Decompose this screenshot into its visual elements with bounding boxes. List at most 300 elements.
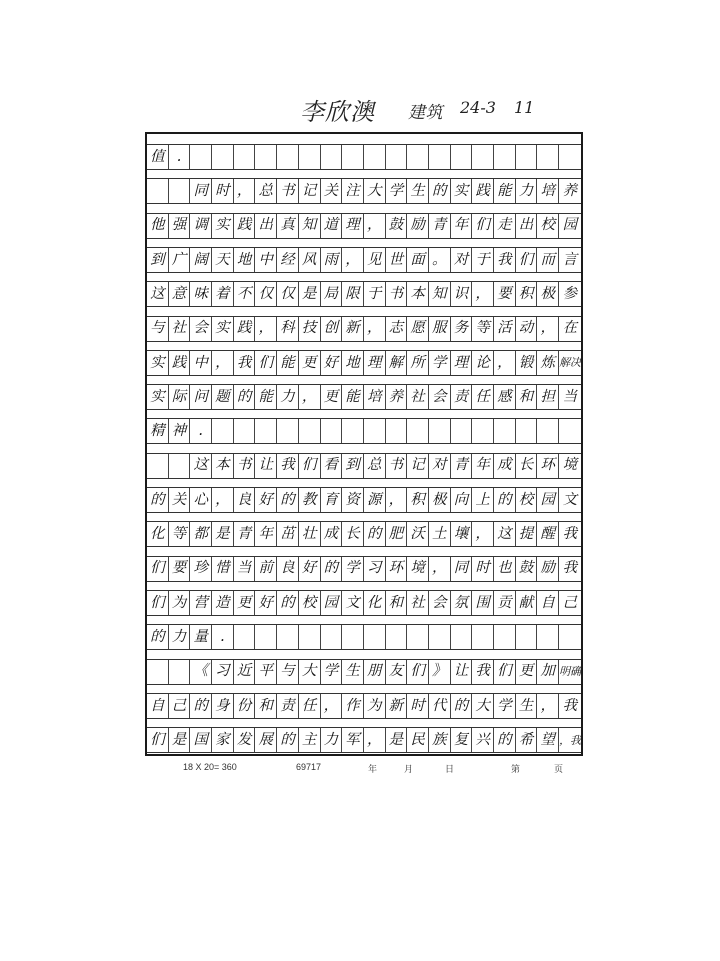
grid-cell: 家 (212, 728, 234, 752)
grid-cell: 于 (472, 248, 494, 272)
grid-cell: 同 (190, 179, 212, 203)
grid-cell: 年 (255, 522, 277, 546)
grid-cell: 培 (364, 385, 386, 409)
grid-cell: 的 (429, 179, 451, 203)
manuscript-row (147, 418, 581, 444)
grid-cell: 注 (342, 179, 364, 203)
grid-cell: 学 (494, 694, 516, 718)
grid-cell: 友 (386, 660, 408, 684)
grid-spec-label: 18 X 20= 360 (183, 762, 237, 772)
grid-cell: 境 (407, 557, 429, 581)
grid-cell (472, 145, 494, 169)
grid-cell: 社 (407, 591, 429, 615)
grid-cell: 解决 (559, 356, 582, 370)
grid-cell (169, 179, 191, 203)
grid-cell: 献 (516, 591, 538, 615)
grid-cell (537, 625, 559, 649)
grid-cell: 而 (537, 248, 559, 272)
grid-cell: 时 (212, 179, 234, 203)
grid-cell: 等 (472, 317, 494, 341)
grid-cell: 学 (386, 179, 408, 203)
grid-cell: 大 (299, 660, 321, 684)
grid-cell: ， (212, 488, 234, 512)
grid-cell: 。 (429, 248, 451, 272)
grid-cell: 我 (562, 697, 578, 714)
grid-cell: 我 (234, 351, 256, 375)
manuscript-row (147, 350, 581, 376)
grid-cell (386, 625, 408, 649)
grid-cell: 珍 (190, 557, 212, 581)
grid-cell (494, 419, 516, 443)
grid-cell (386, 419, 408, 443)
grid-cell: 问 (190, 385, 212, 409)
grid-cell: 长 (342, 522, 364, 546)
page-suffix-label: 页 (554, 764, 564, 774)
grid-cell (559, 419, 581, 443)
grid-cell: 文 (562, 491, 578, 508)
grid-cell: 壤 (451, 522, 473, 546)
manuscript-row (147, 247, 581, 273)
grid-cell: 好 (321, 351, 343, 375)
grid-cell: ， (255, 317, 277, 341)
grid-cell: 这 (190, 454, 212, 478)
grid-cell: 能 (255, 385, 277, 409)
grid-cell: 青 (234, 522, 256, 546)
manuscript-row (147, 213, 581, 239)
grid-cell: 所 (407, 351, 429, 375)
grid-cell (537, 419, 559, 443)
grid-cell: 我 (494, 248, 516, 272)
grid-cell (212, 145, 234, 169)
grid-cell: 醒 (537, 522, 559, 546)
grid-cell: ， (472, 282, 494, 306)
manuscript-row (147, 521, 581, 547)
grid-cell: 化 (147, 522, 169, 546)
grid-cell: ， (321, 694, 343, 718)
header-date: 24-3 (460, 98, 496, 117)
grid-cell: 地 (342, 351, 364, 375)
grid-cell: 我 (562, 526, 578, 543)
grid-cell: 习 (212, 660, 234, 684)
grid-cell: 关 (169, 488, 191, 512)
grid-cell: 复 (451, 728, 473, 752)
grid-cell: 成 (321, 522, 343, 546)
grid-cell (451, 419, 473, 443)
grid-cell (537, 145, 559, 169)
grid-cell: 时 (407, 694, 429, 718)
grid-cell (147, 660, 169, 684)
grid-cell: 经 (277, 248, 299, 272)
manuscript-row (147, 590, 581, 616)
grid-cell: 近 (234, 660, 256, 684)
grid-cell: 地 (234, 248, 256, 272)
grid-cell: 自 (147, 694, 169, 718)
page-prefix-label: 第 (511, 764, 521, 774)
grid-cell: 炼 (537, 351, 559, 375)
grid-cell: 践 (169, 351, 191, 375)
grid-cell: 生 (342, 660, 364, 684)
grid-cell: 份 (234, 694, 256, 718)
paper-code: 69717 (296, 762, 322, 772)
grid-cell: 境 (562, 457, 578, 474)
grid-cell: 调 (190, 214, 212, 238)
grid-cell: 社 (169, 317, 191, 341)
grid-cell: 加 (537, 660, 559, 684)
grid-cell (364, 145, 386, 169)
grid-cell: 好 (255, 488, 277, 512)
grid-cell: 强 (169, 214, 191, 238)
grid-cell: 的 (277, 591, 299, 615)
grid-cell: 在 (562, 320, 578, 337)
grid-cell (255, 419, 277, 443)
grid-cell: 总 (255, 179, 277, 203)
grid-cell: 会 (429, 385, 451, 409)
grid-cell: 让 (255, 454, 277, 478)
grid-cell: ， (364, 214, 386, 238)
grid-cell: 的 (234, 385, 256, 409)
grid-cell: 实 (212, 214, 234, 238)
grid-cell: 习 (364, 557, 386, 581)
grid-cell (429, 419, 451, 443)
grid-cell: 风 (299, 248, 321, 272)
grid-cell: 阔 (190, 248, 212, 272)
grid-cell: ， (472, 522, 494, 546)
grid-cell: 兴 (472, 728, 494, 752)
grid-cell: 书 (386, 454, 408, 478)
grid-cell: 养 (562, 183, 578, 200)
manuscript-row (147, 384, 581, 410)
grid-cell: ， (364, 317, 386, 341)
grid-cell: 的 (321, 557, 343, 581)
grid-cell: 校 (537, 214, 559, 238)
grid-cell: 世 (386, 248, 408, 272)
grid-cell: 这 (147, 282, 169, 306)
grid-cell (342, 145, 364, 169)
grid-cell: 壮 (299, 522, 321, 546)
grid-cell: 会 (429, 591, 451, 615)
grid-cell: ， (537, 694, 559, 718)
grid-cell (559, 145, 581, 169)
grid-cell: 的 (277, 728, 299, 752)
grid-cell: 对 (451, 248, 473, 272)
grid-cell (472, 419, 494, 443)
grid-cell: 为 (169, 591, 191, 615)
grid-cell: 《 (190, 660, 212, 684)
grid-cell: 书 (277, 179, 299, 203)
grid-cell: 等 (169, 522, 191, 546)
grid-cell (169, 660, 191, 684)
grid-cell: 更 (299, 351, 321, 375)
grid-cell: 民 (407, 728, 429, 752)
grid-cell: 当 (234, 557, 256, 581)
grid-cell: 的 (494, 488, 516, 512)
grid-cell: 围 (472, 591, 494, 615)
grid-cell: 要 (169, 557, 191, 581)
grid-cell: 意 (169, 282, 191, 306)
grid-cell: 青 (429, 214, 451, 238)
grid-cell (147, 179, 169, 203)
grid-cell: 为 (364, 694, 386, 718)
grid-cell: 能 (277, 351, 299, 375)
grid-cell: 到 (342, 454, 364, 478)
grid-cell: 关 (321, 179, 343, 203)
grid-cell (234, 145, 256, 169)
grid-cell (234, 625, 256, 649)
grid-cell (364, 419, 386, 443)
grid-cell: 青 (451, 454, 473, 478)
grid-cell: 园 (537, 488, 559, 512)
grid-cell: 是 (212, 522, 234, 546)
grid-cell: 理 (364, 351, 386, 375)
grid-cell: 良 (234, 488, 256, 512)
grid-cell: 实 (147, 351, 169, 375)
grid-cell: 积 (407, 488, 429, 512)
grid-cell (494, 145, 516, 169)
grid-cell: 际 (169, 385, 191, 409)
grid-cell: 文 (342, 591, 364, 615)
grid-cell: 的 (364, 522, 386, 546)
grid-cell: 让 (451, 660, 473, 684)
grid-cell: 学 (321, 660, 343, 684)
grid-cell: 环 (537, 454, 559, 478)
grid-cell: 生 (407, 179, 429, 203)
grid-cell: 记 (299, 179, 321, 203)
year-label: 年 (368, 764, 378, 774)
grid-cell: 他 (147, 214, 169, 238)
grid-cell: 自 (537, 591, 559, 615)
grid-cell: 务 (451, 317, 473, 341)
grid-cell: ， (299, 385, 321, 409)
manuscript-row (147, 659, 581, 685)
grid-cell: 中 (190, 351, 212, 375)
grid-cell: 的 (147, 625, 169, 649)
grid-cell: 的 (451, 694, 473, 718)
grid-cell: . (169, 145, 191, 169)
grid-cell: 化 (364, 591, 386, 615)
grid-cell: 身 (212, 694, 234, 718)
grid-cell: 心 (190, 488, 212, 512)
grid-cell: 代 (429, 694, 451, 718)
grid-cell: ， (364, 728, 386, 752)
grid-cell: 长 (516, 454, 538, 478)
grid-cell (386, 145, 408, 169)
grid-cell: 到 (147, 248, 169, 272)
grid-cell: 出 (255, 214, 277, 238)
grid-cell: 本 (212, 454, 234, 478)
grid-cell: 理 (451, 351, 473, 375)
grid-cell: 见 (364, 248, 386, 272)
grid-cell: 力 (321, 728, 343, 752)
grid-cell (299, 625, 321, 649)
grid-cell: 向 (451, 488, 473, 512)
grid-cell: 广 (169, 248, 191, 272)
grid-cell: 中 (255, 248, 277, 272)
grid-cell: 社 (407, 385, 429, 409)
grid-cell: 仅 (255, 282, 277, 306)
grid-cell: 校 (299, 591, 321, 615)
grid-cell: 大 (472, 694, 494, 718)
grid-cell (429, 145, 451, 169)
grid-cell: 天 (212, 248, 234, 272)
grid-cell: 书 (234, 454, 256, 478)
grid-cell: 是 (169, 728, 191, 752)
manuscript-row (147, 624, 581, 650)
grid-cell: 能 (342, 385, 364, 409)
grid-cell: 肥 (386, 522, 408, 546)
grid-cell (451, 145, 473, 169)
grid-cell: 于 (364, 282, 386, 306)
grid-cell: 新 (386, 694, 408, 718)
grid-cell: 时 (472, 557, 494, 581)
grid-cell: 值 (147, 145, 169, 169)
grid-cell (407, 625, 429, 649)
grid-cell: 论 (472, 351, 494, 375)
manuscript-row (147, 487, 581, 513)
grid-cell: 不 (234, 282, 256, 306)
grid-cell (494, 625, 516, 649)
grid-cell: 能 (494, 179, 516, 203)
grid-cell: 责 (451, 385, 473, 409)
grid-cell: 教 (299, 488, 321, 512)
grid-cell: 极 (537, 282, 559, 306)
grid-cell: 园 (562, 217, 578, 234)
grid-cell: 服 (429, 317, 451, 341)
grid-cell: 朋 (364, 660, 386, 684)
grid-cell: 极 (429, 488, 451, 512)
grid-cell: 动 (516, 317, 538, 341)
month-label: 月 (404, 764, 414, 774)
grid-cell (190, 145, 212, 169)
grid-cell: 是 (386, 728, 408, 752)
manuscript-row (147, 727, 581, 753)
manuscript-row (147, 144, 581, 170)
manuscript-row (147, 281, 581, 307)
grid-cell: 成 (494, 454, 516, 478)
grid-cell: 同 (451, 557, 473, 581)
grid-cell: 更 (516, 660, 538, 684)
grid-cell: 良 (277, 557, 299, 581)
grid-cell: 们 (147, 591, 169, 615)
grid-cell: 更 (234, 591, 256, 615)
grid-cell (342, 625, 364, 649)
grid-cell: 锻 (516, 351, 538, 375)
grid-cell: 看 (321, 454, 343, 478)
grid-cell: 新 (342, 317, 364, 341)
grid-cell: 限 (342, 282, 364, 306)
grid-cell: 力 (277, 385, 299, 409)
grid-cell: 力 (516, 179, 538, 203)
grid-cell (321, 145, 343, 169)
grid-cell: 志 (386, 317, 408, 341)
grid-cell: 当 (562, 388, 578, 405)
grid-cell (299, 145, 321, 169)
grid-cell: 上 (472, 488, 494, 512)
grid-cell: 土 (429, 522, 451, 546)
manuscript-row (147, 453, 581, 479)
grid-cell: 园 (321, 591, 343, 615)
manuscript-row (147, 693, 581, 719)
grid-cell: 环 (386, 557, 408, 581)
manuscript-row (147, 316, 581, 342)
grid-cell: 面 (407, 248, 429, 272)
grid-cell: 营 (190, 591, 212, 615)
grid-cell: 鼓 (516, 557, 538, 581)
grid-cell: 们 (299, 454, 321, 478)
grid-cell: 惜 (212, 557, 234, 581)
grid-cell: 们 (516, 248, 538, 272)
grid-cell: 们 (255, 351, 277, 375)
grid-cell: ， (537, 317, 559, 341)
grid-cell (169, 454, 191, 478)
grid-cell: 们 (147, 728, 169, 752)
grid-cell: 资 (342, 488, 364, 512)
grid-cell: 前 (255, 557, 277, 581)
manuscript-row (147, 556, 581, 582)
grid-cell: 学 (342, 557, 364, 581)
handwritten-header (300, 92, 540, 132)
grid-cell: 鼓 (386, 214, 408, 238)
grid-cell: 氛 (451, 591, 473, 615)
grid-cell: 题 (212, 385, 234, 409)
grid-cell: 养 (386, 385, 408, 409)
grid-cell: 主 (299, 728, 321, 752)
grid-cell: 沃 (407, 522, 429, 546)
grid-cell: 好 (299, 557, 321, 581)
grid-cell: 育 (321, 488, 343, 512)
grid-cell: ， (429, 557, 451, 581)
grid-cell: 担 (537, 385, 559, 409)
grid-cell (516, 145, 538, 169)
grid-cell: 识 (451, 282, 473, 306)
grid-cell: 的 (190, 694, 212, 718)
grid-cell: 的 (277, 488, 299, 512)
grid-cell: 也 (494, 557, 516, 581)
grid-cell: 实 (212, 317, 234, 341)
grid-cell (277, 419, 299, 443)
grid-cell: 道 (321, 214, 343, 238)
grid-cell: 这 (494, 522, 516, 546)
grid-cell (516, 419, 538, 443)
grid-cell: 我 (472, 660, 494, 684)
grid-cell: 任 (472, 385, 494, 409)
grid-cell: 创 (321, 317, 343, 341)
grid-cell: 们 (407, 660, 429, 684)
grid-cell: 任 (299, 694, 321, 718)
grid-cell: ， (386, 488, 408, 512)
grid-cell: 感 (494, 385, 516, 409)
grid-cell: 都 (190, 522, 212, 546)
grid-cell: 和 (386, 591, 408, 615)
grid-cell: 更 (321, 385, 343, 409)
grid-cell: 校 (516, 488, 538, 512)
grid-cell: 对 (429, 454, 451, 478)
grid-cell: 大 (364, 179, 386, 203)
grid-cell: 们 (147, 557, 169, 581)
grid-cell: 践 (472, 179, 494, 203)
grid-cell: 本 (407, 282, 429, 306)
grid-cell: 书 (386, 282, 408, 306)
grid-cell: 走 (494, 214, 516, 238)
grid-cell: 年 (472, 454, 494, 478)
grid-cell: 局 (321, 282, 343, 306)
grid-cell (212, 419, 234, 443)
grid-cell: 践 (234, 214, 256, 238)
grid-cell: 雨 (321, 248, 343, 272)
header-number: 11 (514, 98, 535, 117)
grid-cell: 造 (212, 591, 234, 615)
grid-cell: 要 (494, 282, 516, 306)
grid-cell (472, 625, 494, 649)
